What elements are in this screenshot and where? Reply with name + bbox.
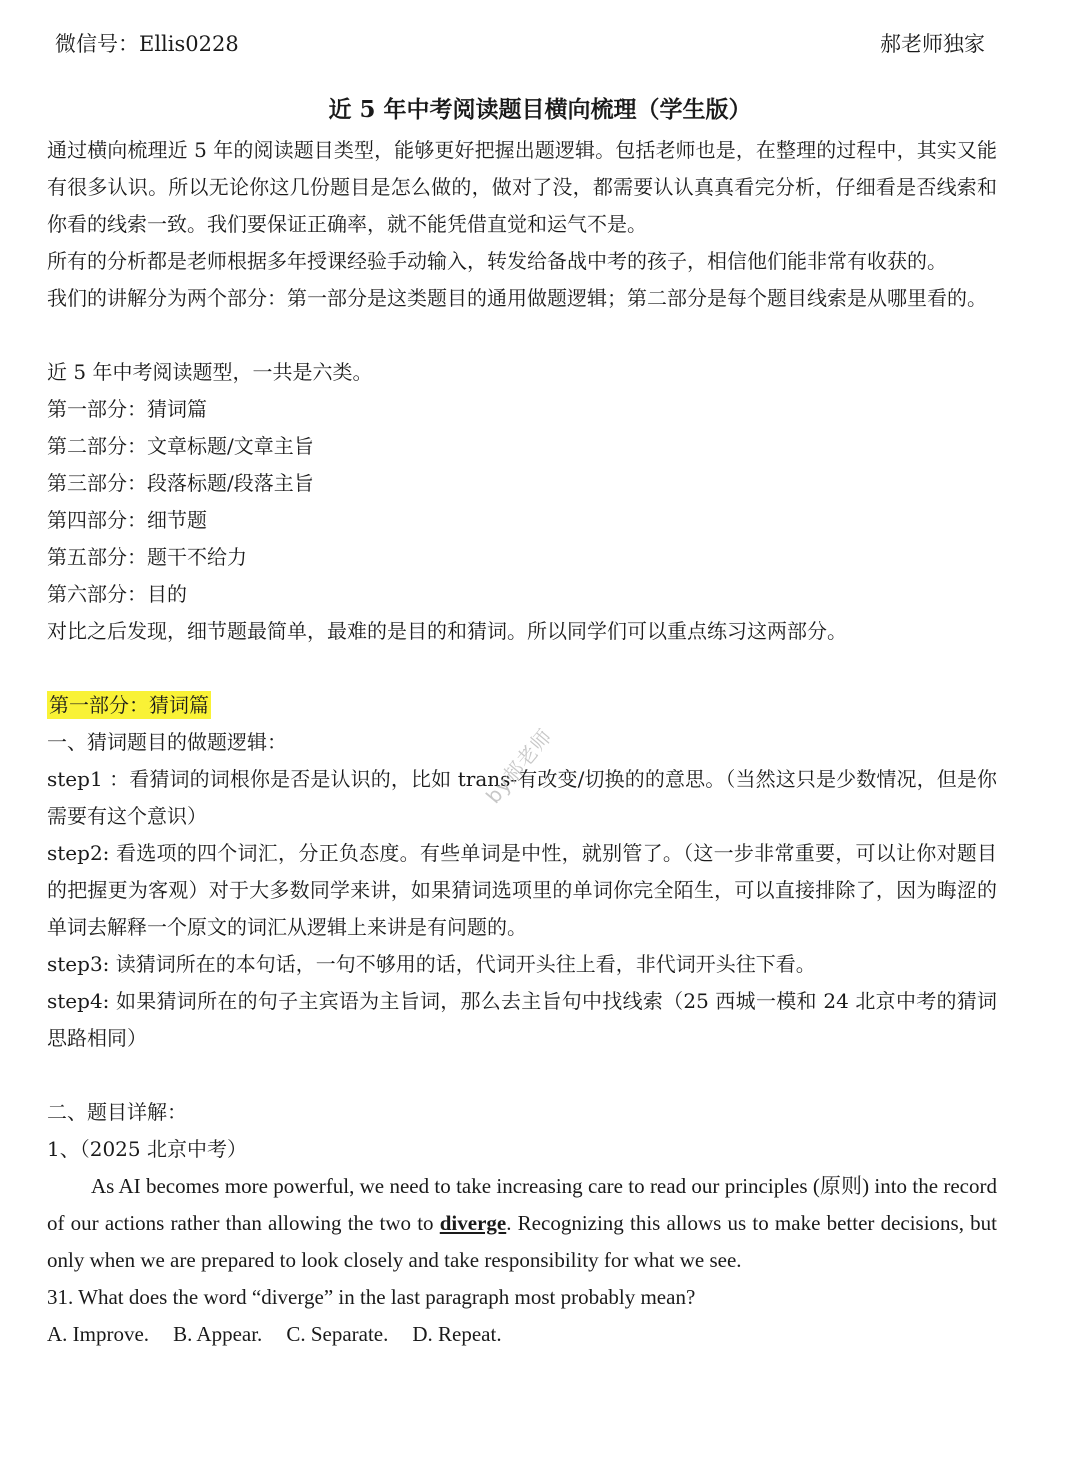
reading-passage: [47, 1168, 997, 1279]
passage-text-after: . Recognizing this allows us to make better decisions, but only when we are prepared to look closely and take responsibility for what we see.: [47, 1211, 997, 1272]
overview-part-5: 第五部分：题干不给力: [47, 545, 247, 569]
overview-lead: 近 5 年中考阅读题型，一共是六类。: [47, 360, 373, 384]
overview-part-4: 第四部分：细节题: [47, 508, 207, 532]
overview-part-3: 第三部分：段落标题/段落主旨: [47, 471, 314, 495]
overview-part-6: 第六部分：目的: [47, 582, 187, 606]
passage-text-before: As AI becomes more powerful, we need to take increasing care to read our principles (原则) into the record of our actions rather than allowing the two to: [47, 1174, 997, 1235]
step-4: step4: 如果猜词所在的句子主宾语为主旨词，那么去主旨句中找线索（25 西城一模和 24 北京中考的猜词思路相同）: [47, 989, 997, 1050]
step-2: step2: 看选项的四个词汇，分正负态度。有些单词是中性，就别管了。（这一步非常重要，可以让你对题目的把握更为客观）对于大多数同学来讲，如果猜词选项里的单词你完全陌生，可以直接排除了，因为晦涩的单词去解释一个原文的词汇从逻辑上来讲是有问题的。: [47, 841, 997, 939]
watermark: by郝老师: [481, 723, 557, 808]
intro-paragraph-2: 所有的分析都是老师根据多年授课经验手动输入，转发给备战中考的孩子，相信他们能非常有收获的。: [47, 249, 947, 273]
intro-paragraph-3: 我们的讲解分为两个部分：第一部分是这类题目的通用做题逻辑；第二部分是每个题目线索是从哪里看的。: [47, 286, 987, 310]
question-31: 31. What does the word “diverge” in the last paragraph most probably mean?: [47, 1285, 696, 1309]
target-word: diverge: [439, 1211, 507, 1235]
answer-options: [47, 1316, 997, 1353]
option-a: A. Improve.: [47, 1322, 150, 1346]
step-3: step3: 读猜词所在的本句话，一句不够用的话，代词开头往上看，非代词开头往下看。: [47, 952, 816, 976]
header-wechat-id: 微信号：Ellis0228: [55, 32, 239, 56]
section-heading-highlighted: 第一部分：猜词篇: [49, 693, 209, 717]
option-d: D. Repeat.: [412, 1322, 502, 1346]
header-author-tag: 郝老师独家: [880, 32, 985, 56]
logic-heading: 一、猜词题目的做题逻辑：: [47, 730, 287, 754]
detail-heading: 二、题目详解：: [47, 1100, 187, 1124]
intro-paragraph-1: 通过横向梳理近 5 年的阅读题目类型，能够更好把握出题逻辑。包括老师也是，在整理的过程中，其实又能有很多认识。所以无论你这几份题目是怎么做的，做对了没，都需要认认真真看完分析，仔细看是否线索和你看的线索一致。我们要保证正确率，就不能凭借直觉和运气不是。: [47, 138, 997, 236]
document-title: 近 5 年中考阅读题目横向梳理（学生版）: [328, 96, 752, 123]
option-c: C. Separate.: [286, 1322, 389, 1346]
overview-part-1: 第一部分：猜词篇: [47, 397, 207, 421]
option-b: B. Appear.: [173, 1322, 263, 1346]
question-source-label: 1、（2025 北京中考）: [47, 1137, 247, 1161]
step-1: step1 ：看猜词的词根你是否是认识的，比如 trans-有改变/切换的的意思。（当然这只是少数情况，但是你需要有这个意识）: [47, 767, 997, 828]
overview-part-2: 第二部分：文章标题/文章主旨: [47, 434, 314, 458]
overview-conclusion: 对比之后发现，细节题最简单，最难的是目的和猜词。所以同学们可以重点练习这两部分。: [47, 619, 847, 643]
